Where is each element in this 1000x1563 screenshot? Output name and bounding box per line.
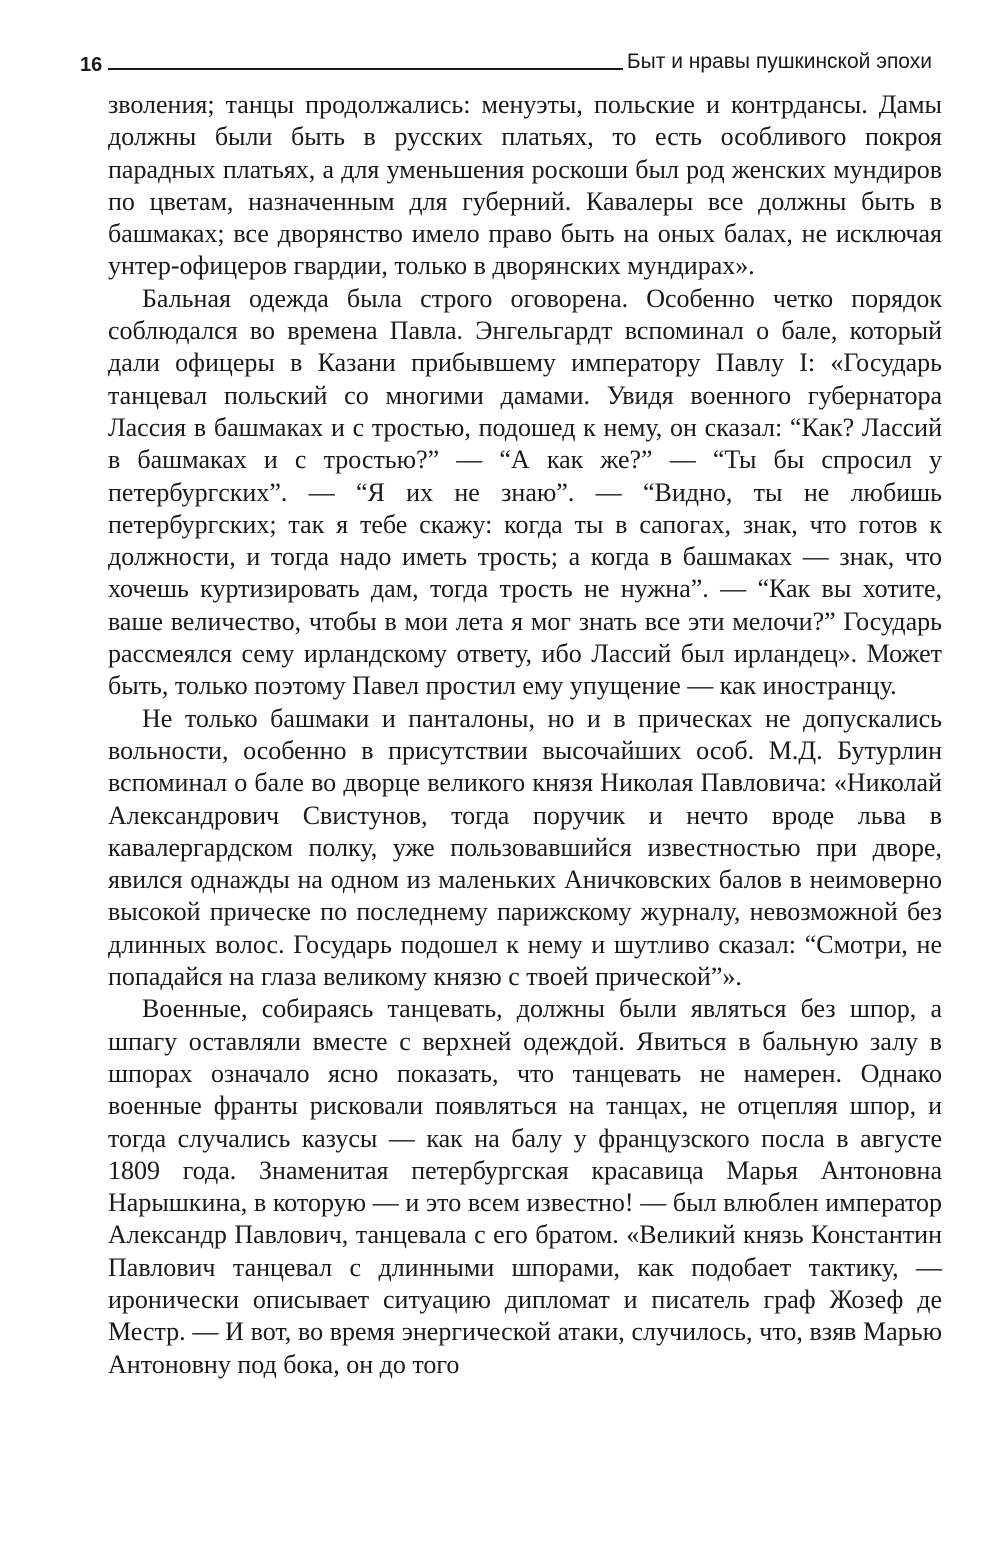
paragraph-4: Военные, собираясь танцевать, должны были являться без шпор, а шпагу оставляли вместе с верхней одеждой. Явиться в бальную залу в шпорах означало ясно показать, что танцевать не намерен. Однако военные франты рисковали появляться на танцах, не отцепляя шпор, и тогда случались казусы — как на балу у французского посла в августе 1809 года. Знаменитая петербургская красавица Марья Антоновна Нарышкина, в которую — и это всем известно! — был влюблен император Александр Павлович, танцевала с его братом. «Великий князь Константин Павлович танцевал с длинными шпорами, как подобает тактику, — иронически описывает ситуацию дипломат и писатель граф Жозеф де Местр. — И вот, во время энергической атаки, случилось, что, взяв Марью Антоновну под бока, он до того bbox=[108, 994, 942, 1379]
running-title: Быт и нравы пушкинской эпохи bbox=[626, 50, 932, 73]
page-number: 16 bbox=[80, 54, 103, 76]
paragraph-2: Бальная одежда была строго оговорена. Особенно четко порядок соблюдался во времена Павла. Энгельгардт вспоминал о бале, который дали офицеры в Казани прибывшему императору Павлу I: «Государь танцевал польский со многими дамами. Увидя военного губернатора Лассия в башмаках и с тростью, подошед к нему, он сказал: “Как? Лассий в башмаках и с тростью?” — “А как же?” — “Ты бы спросил у петербургских”. — “Я их не знаю”. — “Видно, ты не любишь петербургских; так я тебе скажу: когда ты в сапогах, знак, что готов к должности, и тогда надо иметь трость; а когда в башмаках — знак, что хочешь куртизировать дам, тогда трость не нужна”. — “Как вы хотите, ваше величество, чтобы в мои лета я мог знать все эти мелочи?” Государь рассмеялся сему ирландскому ответу, ибо Лассий был ирландец». Может быть, только поэтому Павел простил ему упущение — как иностранцу. bbox=[108, 283, 942, 701]
page-header bbox=[80, 48, 932, 82]
body-text bbox=[108, 89, 942, 1381]
paragraph-3: Не только башмаки и панталоны, но и в прическах не допускались вольности, особенно в присутствии высочайших особ. М.Д. Бутурлин вспоминал о бале во дворце великого князя Николая Павловича: «Николай Александрович Свистунов, тогда поручик и нечто вроде льва в кавалергардском полку, уже пользовавшийся известностью при дворе, явился однажды на одном из маленьких Аничковских балов в неимоверно высокой прическе по последнему парижскому журналу, невозможной без длинных волос. Государь подошел к нему и шутливо сказал: “Смотри, не попадайся на глаза великому князю с твоей прической”». bbox=[108, 703, 942, 992]
header-rule bbox=[108, 68, 623, 70]
paragraph-1: зволения; танцы продолжались: менуэты, польские и контрдансы. Дамы должны были быть в русских платьях, то есть особливого покроя парадных платьях, а для уменьшения роскоши был род женских мундиров по цветам, назначенным для губерний. Кавалеры все должны быть в башмаках; все дворянство имело право быть на оных балах, не исключая унтер-офицеров гвардии, только в дворянских мундирах». bbox=[108, 90, 942, 281]
